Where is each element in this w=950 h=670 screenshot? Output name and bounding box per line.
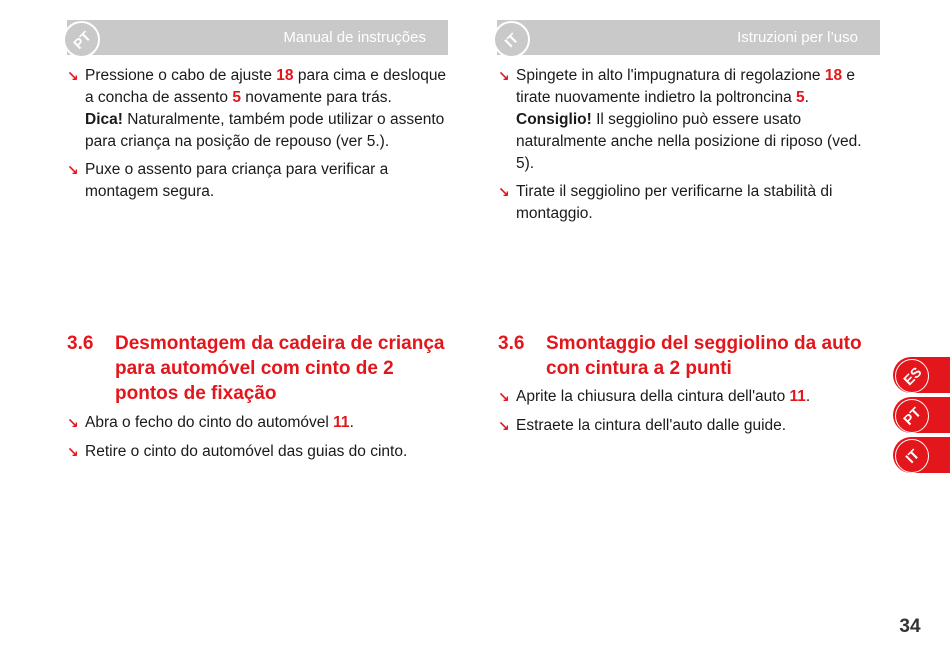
it-step-open-buckle: ↘ Aprite la chiusura della cintura dell'auto 11. — [498, 386, 883, 408]
it-step-check-mount: ↘ Tirate il seggiolino per verificarne la stabilità di montaggio. — [498, 183, 833, 222]
lang-badge-pt: PT — [63, 21, 100, 58]
it-step-remove-belt: ↘ Estraete la cintura dell'auto dalle guide. — [498, 415, 883, 437]
lang-tab-es[interactable]: ES — [893, 357, 950, 393]
arrow-bullet-icon: ↘ — [498, 389, 510, 405]
arrow-bullet-icon: ↘ — [67, 68, 79, 84]
pt-step-open-buckle: ↘ Abra o fecho do cinto do automóvel 11. — [67, 412, 452, 434]
section-number: 3.6 — [67, 333, 94, 354]
arrow-bullet-icon: ↘ — [498, 68, 510, 84]
pt-top-steps — [67, 65, 452, 203]
header-bar-it — [497, 20, 880, 55]
arrow-bullet-icon: ↘ — [498, 184, 510, 200]
it-top-steps — [498, 65, 883, 225]
header-bar-pt — [67, 20, 448, 55]
arrow-bullet-icon: ↘ — [67, 162, 79, 178]
pt-step-check-mount: ↘ Puxe o assento para criança para verificar a montagem segura. — [67, 161, 389, 200]
header-title-pt: Manual de instruções — [283, 29, 426, 46]
pt-step-remove-belt: ↘ Retire o cinto do automóvel das guias do cinto. — [67, 441, 452, 463]
arrow-bullet-icon: ↘ — [67, 444, 79, 460]
lang-tab-pt[interactable]: PT — [893, 397, 950, 433]
tip-label: Dica! — [85, 111, 123, 128]
it-step-adjust-handle: ↘ Spingete in alto l'impugnatura di regolazione 18 e tirate nuovamente indietro la poltroncina 5. Consiglio! Il seggiolino può essere usato naturalmente anche nella posizione di riposo (ved. 5). — [498, 67, 862, 172]
arrow-bullet-icon: ↘ — [67, 415, 79, 431]
arrow-bullet-icon: ↘ — [498, 418, 510, 434]
section-title: Desmontagem da cadeira de criança para automóvel com cinto de 2 pontos de fixação — [115, 333, 445, 404]
pt-step-adjust-handle: ↘ Pressione o cabo de ajuste 18 para cima e desloque a concha de assento 5 novamente para trás. Dica! Naturalmente, também pode utilizar o assento para criança na posição de repouso (ver 5.). — [67, 67, 447, 150]
tip-label: Consiglio! — [516, 111, 592, 128]
lang-badge-it: IT — [493, 21, 530, 58]
page-number: 34 — [899, 616, 921, 637]
pt-section-heading — [67, 331, 457, 406]
section-number: 3.6 — [498, 333, 525, 354]
pt-section-steps — [67, 412, 452, 463]
it-section-heading — [498, 331, 883, 381]
lang-tab-it[interactable]: IT — [893, 437, 950, 473]
section-title: Smontaggio del seggiolino da auto con cintura a 2 punti — [546, 333, 862, 379]
header-title-it: Istruzioni per l’uso — [737, 29, 858, 46]
it-section-steps — [498, 386, 883, 437]
